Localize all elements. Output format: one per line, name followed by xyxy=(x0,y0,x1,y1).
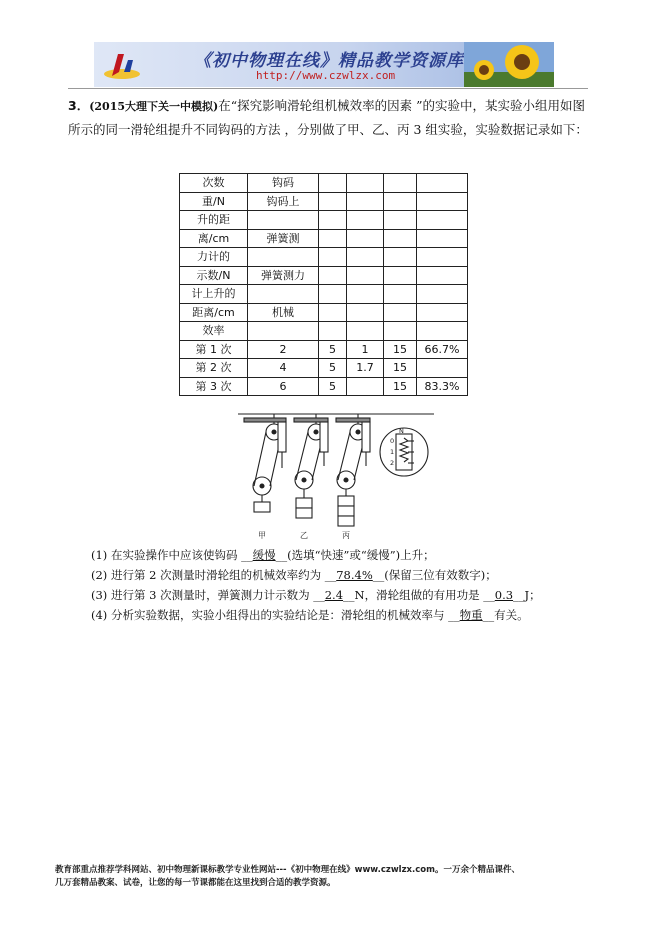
answer-4-value: 物重 xyxy=(459,608,483,622)
table-cell xyxy=(417,266,468,285)
table-cell xyxy=(347,192,384,211)
table-cell xyxy=(417,229,468,248)
question-number: 3． xyxy=(68,98,90,113)
table-cell xyxy=(417,211,468,230)
answer-1-value: 缓慢 xyxy=(252,548,276,562)
table-cell: 力计的 xyxy=(180,248,248,267)
table-cell: 重/N xyxy=(180,192,248,211)
table-cell: 83.3% xyxy=(417,377,468,396)
table-cell xyxy=(417,285,468,304)
table-cell: 升的距 xyxy=(180,211,248,230)
table-cell: 5 xyxy=(319,359,347,378)
sunflower-icon xyxy=(464,42,554,87)
table-cell xyxy=(384,248,417,267)
apparatus-bing xyxy=(336,414,370,526)
table-cell xyxy=(384,303,417,322)
question-text xyxy=(68,94,588,141)
table-cell: 2 xyxy=(248,340,319,359)
table-cell: 6 xyxy=(248,377,319,396)
table-cell xyxy=(417,192,468,211)
table-cell: 5 xyxy=(319,377,347,396)
table-cell xyxy=(319,303,347,322)
table-row xyxy=(180,359,468,378)
table-cell xyxy=(384,266,417,285)
table-cell xyxy=(248,285,319,304)
banner-title: 《初中物理在线》精品教学资源库 xyxy=(194,51,464,71)
table-cell xyxy=(347,322,384,341)
site-logo-icon xyxy=(102,48,142,82)
answer-4-suffix: __有关。 xyxy=(482,608,529,622)
table-cell: 4 xyxy=(248,359,319,378)
table-cell xyxy=(319,266,347,285)
table-cell: 距离/cm xyxy=(180,303,248,322)
table-cell: 机械 xyxy=(248,303,319,322)
answer-2-value: 78.4% xyxy=(336,568,373,582)
table-row xyxy=(180,192,468,211)
answer-4 xyxy=(91,605,611,625)
table-cell xyxy=(347,229,384,248)
table-cell xyxy=(319,285,347,304)
table-cell xyxy=(319,229,347,248)
table-cell: 1 xyxy=(347,340,384,359)
table-cell xyxy=(417,174,468,193)
table-cell: 第 1 次 xyxy=(180,340,248,359)
scale-tick-1: 1 xyxy=(390,448,395,456)
table-cell xyxy=(319,322,347,341)
table-cell xyxy=(384,211,417,230)
table-cell: 1.7 xyxy=(347,359,384,378)
table-cell xyxy=(248,322,319,341)
scale-tick-0: 0 xyxy=(390,437,395,445)
table-cell: 离/cm xyxy=(180,229,248,248)
answer-3-mid: __N，滑轮组做的有用功是 __ xyxy=(343,588,495,602)
figure-label-yi: 乙 xyxy=(300,531,308,540)
table-cell: 效率 xyxy=(180,322,248,341)
banner-url[interactable]: http://www.czwlzx.com xyxy=(256,69,396,82)
table-cell xyxy=(248,248,319,267)
table-cell: 弹簧测力 xyxy=(248,266,319,285)
table-cell xyxy=(384,322,417,341)
header-divider xyxy=(68,88,588,89)
table-cell: 次数 xyxy=(180,174,248,193)
figure-label-bing: 丙 xyxy=(342,531,350,540)
answer-3-value-2: 0.3 xyxy=(494,588,514,602)
table-cell xyxy=(347,174,384,193)
question-body: 在“探究影响滑轮组机械效率的因素 ”的实验中，某实验小组用如图所示的同一滑轮组提升不同钩码的方法 ，分别做了甲、乙、丙 3 组实验，实验数据记录如下： xyxy=(68,98,588,137)
table-cell: 示数/N xyxy=(180,266,248,285)
table-cell xyxy=(347,377,384,396)
answer-3-value: 2.4 xyxy=(324,588,344,602)
figure-label-jia: 甲 xyxy=(258,531,266,540)
table-cell: 15 xyxy=(384,340,417,359)
table-row xyxy=(180,211,468,230)
answer-1 xyxy=(91,545,611,565)
table-cell: 第 3 次 xyxy=(180,377,248,396)
table-row xyxy=(180,322,468,341)
table-row xyxy=(180,248,468,267)
table-cell xyxy=(384,174,417,193)
footer-line-1: 教育部重点推荐学科网站、初中物理新课标教学专业性网站---《初中物理在线》www.czwlzx.com。一万余个精品课件、 xyxy=(55,865,520,875)
table-cell xyxy=(347,285,384,304)
table-row xyxy=(180,229,468,248)
table-cell xyxy=(417,359,468,378)
table-cell xyxy=(347,248,384,267)
answer-1-prefix: (1) 在实验操作中应该使钩码 __ xyxy=(91,548,253,562)
answer-3-prefix: (3) 进行第 3 次测量时，弹簧测力计示数为 __ xyxy=(91,588,325,602)
table-row xyxy=(180,377,468,396)
table-row xyxy=(180,340,468,359)
table-cell xyxy=(319,211,347,230)
apparatus-yi xyxy=(294,414,328,518)
table-cell xyxy=(347,266,384,285)
table-cell xyxy=(417,248,468,267)
table-cell xyxy=(347,211,384,230)
table-row xyxy=(180,174,468,193)
table-cell xyxy=(347,303,384,322)
footer-line-2: 几万套精品教案、试卷，让您的每一节课都能在这里找到合适的教学资源。 xyxy=(55,878,336,888)
table-cell: 66.7% xyxy=(417,340,468,359)
answer-2-prefix: (2) 进行第 2 次测量时滑轮组的机械效率约为 __ xyxy=(91,568,337,582)
table-cell: 第 2 次 xyxy=(180,359,248,378)
answer-2-suffix: __(保留三位有效数字)； xyxy=(372,568,497,582)
table-cell xyxy=(319,248,347,267)
answer-list xyxy=(91,545,611,625)
table-cell xyxy=(417,322,468,341)
pulley-figure xyxy=(236,408,436,543)
apparatus-jia xyxy=(244,414,286,512)
header-banner xyxy=(94,42,554,87)
spring-scale-magnified xyxy=(380,428,428,476)
table-cell xyxy=(417,303,468,322)
page-footer xyxy=(55,864,615,890)
table-cell xyxy=(319,192,347,211)
scale-tick-2: 2 xyxy=(390,459,395,467)
table-cell: 15 xyxy=(384,377,417,396)
answer-1-suffix: __(选填“快速”或“缓慢”)上升； xyxy=(275,548,435,562)
table-cell: 弹簧测 xyxy=(248,229,319,248)
table-cell: 计上升的 xyxy=(180,285,248,304)
answer-4-prefix: (4) 分析实验数据，实验小组得出的实验结论是：滑轮组的机械效率与 __ xyxy=(91,608,460,622)
table-row xyxy=(180,303,468,322)
table-cell xyxy=(248,211,319,230)
table-cell xyxy=(384,229,417,248)
data-table xyxy=(179,173,468,396)
table-row xyxy=(180,285,468,304)
table-row xyxy=(180,266,468,285)
table-cell: 5 xyxy=(319,340,347,359)
question-source: (2015大理下关一中模拟) xyxy=(89,100,219,113)
table-cell: 钩码 xyxy=(248,174,319,193)
answer-3 xyxy=(91,585,611,605)
table-cell xyxy=(384,285,417,304)
table-cell: 15 xyxy=(384,359,417,378)
table-cell xyxy=(319,174,347,193)
table-cell xyxy=(384,192,417,211)
answer-2 xyxy=(91,565,611,585)
scale-unit-label: N xyxy=(399,427,404,435)
answer-3-suffix: __J； xyxy=(513,588,541,602)
table-cell: 钩码上 xyxy=(248,192,319,211)
